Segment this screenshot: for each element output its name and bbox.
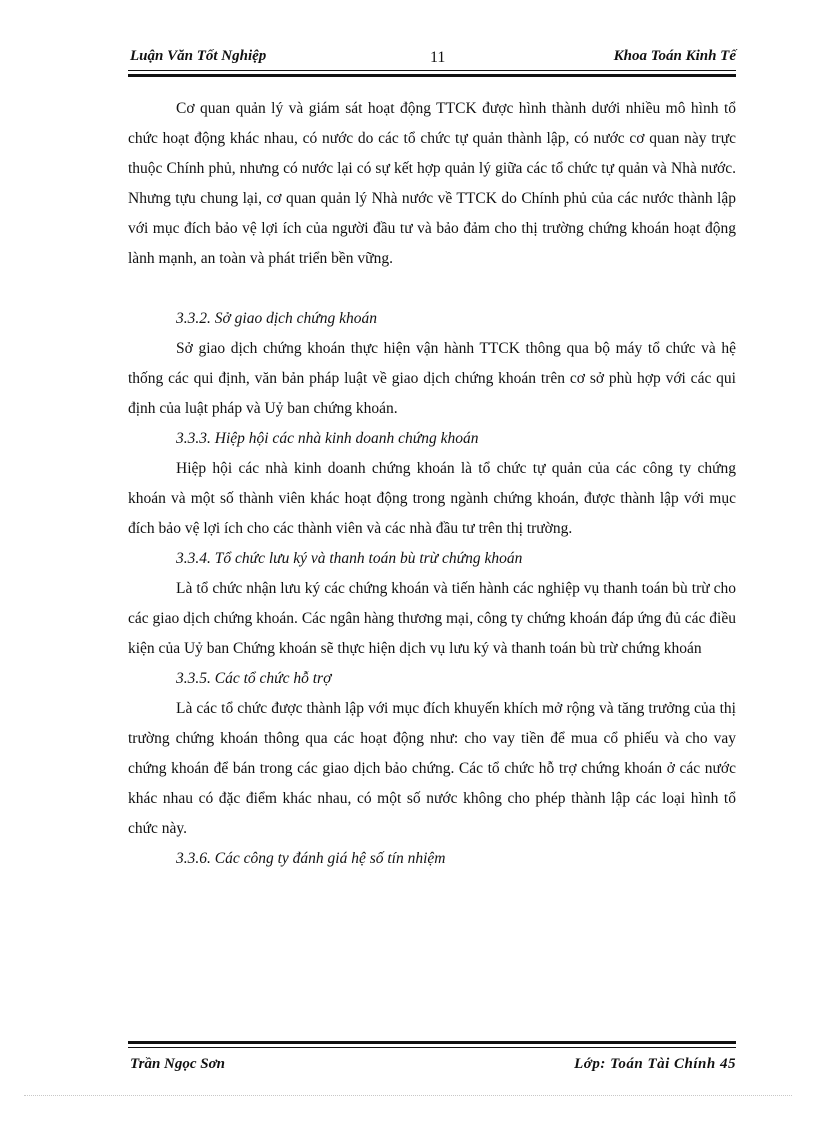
author-name: Trần Ngọc Sơn: [130, 1056, 226, 1072]
faculty-name: Khoa Toán Kinh Tế: [613, 48, 736, 64]
section-heading-3-3-2: 3.3.2. Sở giao dịch chứng khoán: [176, 310, 377, 327]
header-rule-thick: [128, 74, 736, 77]
section-spacer: [128, 274, 736, 304]
thesis-title: Luận Văn Tốt Nghiệp: [130, 48, 267, 64]
intro-paragraph: Cơ quan quản lý và giám sát hoạt động TTCK được hình thành dưới nhiều mô hình tổ chức hoạt động khác nhau, có nước do các tổ chức tự quản thành lập, có nước cơ quan này trực thuộc Chính phủ, nhưng có nước lại có sự kết hợp quản lý giữa các tổ chức tự quản và Nhà nước. Nhưng tựu chung lại, cơ quan quản lý Nhà nước về TTCK do Chính phủ của các nước thành lập với mục đích bảo vệ lợi ích của người đầu tư và bảo đảm cho thị trường chứng khoán hoạt động lành mạnh, an toàn và phát triển bền vững.: [128, 100, 736, 267]
section-paragraph-3-3-5: Là các tổ chức được thành lập với mục đích khuyến khích mở rộng và tăng trưởng của thị trường chứng khoán thông qua các hoạt động như: cho vay tiền để mua cổ phiếu và cho vay chứng khoán để bán trong các giao dịch bảo chứng. Các tổ chức hỗ trợ chứng khoán ở các nước khác nhau có đặc điểm khác nhau, có một số nước không cho phép thành lập các loại hình tổ chức này.: [128, 700, 736, 837]
section-paragraph-3-3-2: Sở giao dịch chứng khoán thực hiện vận hành TTCK thông qua bộ máy tổ chức và hệ thống các qui định, văn bản pháp luật về giao dịch chứng khoán trên cơ sở phù hợp với các qui định của luật pháp và Uỷ ban chứng khoán.: [128, 340, 736, 417]
footer-rule-thin: [128, 1047, 736, 1048]
section-heading-3-3-5: 3.3.5. Các tổ chức hỗ trợ: [176, 670, 332, 687]
section-heading-3-3-3: 3.3.3. Hiệp hội các nhà kinh doanh chứng khoán: [176, 430, 479, 447]
footer-rule-thick: [128, 1041, 736, 1044]
section-paragraph-3-3-3: Hiệp hội các nhà kinh doanh chứng khoán là tổ chức tự quản của các công ty chứng khoán và một số thành viên khác hoạt động trong ngành chứng khoán, được thành lập với mục đích bảo vệ lợi ích cho các thành viên và các nhà đầu tư trên thị trường.: [128, 460, 736, 537]
class-name: Lớp: Toán Tài Chính 45: [574, 1056, 736, 1072]
page-footer: [128, 1056, 736, 1078]
header-rule-thin: [128, 70, 736, 71]
section-paragraph-3-3-4: Là tổ chức nhận lưu ký các chứng khoán và tiến hành các nghiệp vụ thanh toán bù trừ cho các giao dịch chứng khoán. Các ngân hàng thương mại, công ty chứng khoán đáp ứng đủ các điều kiện của Uỷ ban Chứng khoán sẽ thực hiện dịch vụ lưu ký và thanh toán bù trừ chứng khoán: [128, 580, 736, 657]
page-header: [128, 48, 736, 70]
page-body: [128, 94, 736, 874]
section-heading-3-3-6: 3.3.6. Các công ty đánh giá hệ số tín nhiệm: [176, 850, 446, 867]
page-bottom-edge: [24, 1095, 792, 1096]
section-heading-3-3-4: 3.3.4. Tổ chức lưu ký và thanh toán bù trừ chứng khoán: [176, 550, 523, 567]
page-number: 11: [430, 49, 446, 66]
